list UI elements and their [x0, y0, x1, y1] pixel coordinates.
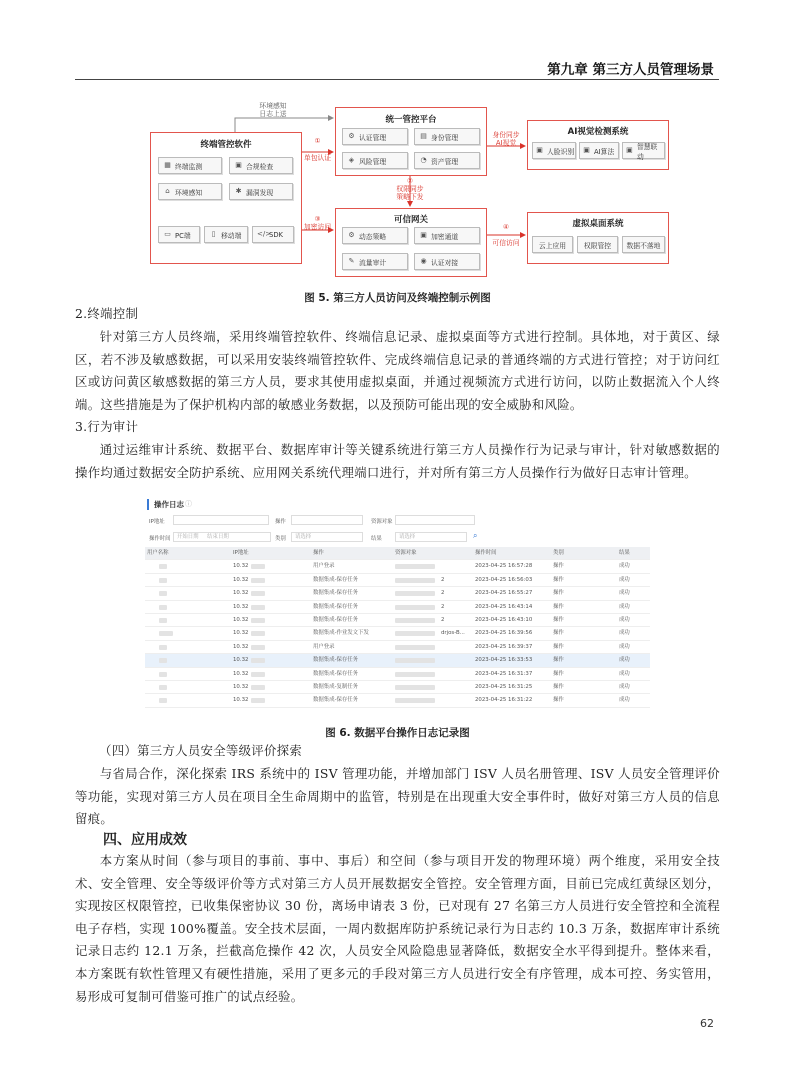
column-header: 操作 [313, 550, 324, 556]
cell-op: 数据集成-保存任务 [313, 603, 359, 610]
result-select[interactable]: 请选择 [395, 532, 467, 542]
gateway-feature: ◉ 认证对接 [414, 253, 480, 270]
redacted-ip [251, 631, 265, 636]
redacted-user [159, 605, 167, 610]
table-row [145, 641, 650, 654]
cell-type: 操作 [553, 684, 564, 690]
cell-op: 数据集成-保存任务 [313, 617, 359, 623]
platform-item: ▭ PC端 [158, 226, 200, 243]
object-label: 资源对象 [371, 519, 393, 525]
column-header: 操作时间 [475, 550, 497, 556]
cell-ip: 10.32 [233, 657, 249, 664]
type-select[interactable]: 请选择 [291, 532, 363, 542]
redacted-object [395, 685, 435, 690]
cell-type: 操作 [553, 603, 564, 610]
cell-type: 操作 [553, 630, 564, 637]
redacted-ip [251, 605, 265, 610]
cell-obj: 2 [441, 603, 445, 610]
cell-type: 操作 [553, 563, 564, 570]
cell-op: 数据集成-保存任务 [313, 697, 359, 704]
chapter-title: 第九章 第三方人员管理场景 [547, 62, 714, 78]
vdesk-feature: 权限管控 [577, 236, 618, 253]
redacted-object [395, 645, 435, 650]
redacted-ip [251, 564, 265, 569]
cell-ip: 10.32 [233, 670, 249, 677]
code-icon: </> [257, 230, 272, 238]
terminal-item: ✱ 漏洞发现 [229, 183, 293, 200]
redacted-user [159, 578, 167, 583]
cell-ip: 10.32 [233, 590, 249, 597]
platform-item: ▯ 移动端 [204, 226, 248, 243]
column-header: IP地址 [233, 550, 249, 556]
platform-feature: ▤ 身份管理 [414, 128, 480, 145]
cell-ip: 10.32 [233, 630, 249, 637]
gateway-feature: ✎ 流量审计 [342, 253, 408, 270]
gateway-feature: ▣ 加密通道 [414, 227, 480, 244]
redacted-user [159, 564, 167, 569]
cell-obj: 2 [441, 576, 445, 583]
cell-obj: drjos-B... [441, 630, 465, 637]
redacted-user [159, 631, 173, 636]
cell-type: 操作 [553, 576, 564, 583]
section-heading: 四、应用成效 [103, 832, 187, 848]
cell-ip: 10.32 [233, 617, 249, 623]
figure-6-caption: 图 6. 数据平台操作日志记录图 [325, 727, 470, 739]
virtual-desktop-box [527, 212, 669, 264]
monitor-icon: ▦ [164, 161, 171, 169]
redacted-ip [251, 645, 265, 650]
table-row [145, 614, 650, 627]
cell-ip: 10.32 [233, 603, 249, 610]
table-row [145, 627, 650, 640]
cell-op: 数据集成-保存任务 [313, 657, 359, 664]
column-header: 资源对象 [395, 550, 417, 556]
redacted-object [395, 658, 435, 663]
time-label: 操作时间 [149, 536, 171, 542]
paragraph: 针对第三方人员终端，采用终端管控软件、终端信息记录、虚拟桌面等方式进行控制。具体地，对于黄区、绿区，若不涉及敏感数据，可以采用安装终端管控软件、完成终端信息记录的普通终端的方式进行管控；对于访问红区或访问黄区敏感数据的第三方人员，要求其使用虚拟桌面，并通过视频流方式进行访问，以防止数据流入个人终端。这些措施是为了保护机构内部的敏感业务数据，以及预防可能出现的安全威胁和风险。 [75, 329, 720, 412]
redacted-object [395, 591, 435, 596]
step-4-label: ④ [502, 223, 510, 231]
cell-op: 数据集成-保存任务 [313, 576, 359, 583]
cell-op: 数据集成-保存任务 [313, 590, 359, 597]
terminal-item: ⌂ 环境感知 [158, 183, 222, 200]
id-sync-label: 身份同步 AI视觉 [492, 131, 520, 147]
cell-obj: 2 [441, 590, 445, 597]
log-title: 操作日志 [147, 499, 184, 510]
cell-time: 2023-04-25 16:43:14 [475, 603, 533, 610]
cell-result: 成功 [619, 657, 630, 664]
platform-feature: ◔ 资产管理 [414, 152, 480, 169]
redacted-user [159, 658, 167, 663]
cell-op: 用户登录 [313, 643, 335, 650]
cell-time: 2023-04-25 16:31:37 [475, 670, 533, 677]
algorithm-icon: ▣ [583, 146, 590, 154]
cell-time: 2023-04-25 16:56:03 [475, 576, 533, 583]
figure-5-caption: 图 5. 第三方人员访问及终端控制示例图 [304, 292, 491, 304]
asset-icon: ◔ [420, 156, 427, 164]
terminal-title: 终端管控软件 [200, 140, 252, 150]
column-header: 结果 [619, 550, 630, 556]
op-input[interactable] [291, 515, 363, 525]
gateway-title: 可信网关 [393, 215, 428, 225]
cell-type: 操作 [553, 697, 564, 704]
cell-result: 成功 [619, 563, 630, 570]
shield-icon: ◈ [348, 156, 355, 164]
object-input[interactable] [395, 515, 475, 525]
sso-label: 单包认证 [303, 154, 332, 162]
pc-icon: ▭ [164, 230, 171, 238]
cell-result: 成功 [619, 697, 630, 704]
cell-time: 2023-04-25 16:31:22 [475, 697, 533, 704]
redacted-user [159, 618, 167, 623]
column-header: 用户名称 [147, 550, 169, 556]
audit-icon: ✎ [348, 257, 355, 265]
redacted-object [395, 564, 435, 569]
id-card-icon: ▤ [420, 132, 427, 140]
ai-vision-box [527, 120, 669, 170]
cell-time: 2023-04-25 16:43:10 [475, 617, 533, 623]
table-row [145, 668, 650, 681]
platform-title: 统一管控平台 [385, 115, 437, 125]
cell-result: 成功 [619, 617, 630, 623]
vdesk-feature: 云上应用 [532, 236, 573, 253]
figure-6-screenshot [145, 495, 650, 717]
cell-obj: 2 [441, 617, 445, 623]
cell-time: 2023-04-25 16:39:56 [475, 630, 533, 637]
cell-result: 成功 [619, 576, 630, 583]
help-icon: ⓘ [185, 500, 192, 508]
link-icon: ◉ [420, 257, 427, 265]
cell-result: 成功 [619, 643, 630, 650]
cell-op: 用户登录 [313, 563, 335, 570]
table-row [145, 587, 650, 600]
column-header: 类别 [553, 550, 564, 556]
env-log-label: 环境感知 日志上送 [259, 102, 287, 118]
gateway-feature: ⚙ 动态策略 [342, 227, 408, 244]
table-row [145, 681, 650, 694]
cell-time: 2023-04-25 16:33:53 [475, 657, 533, 664]
policy-icon: ⚙ [348, 231, 355, 239]
face-icon: ▣ [536, 146, 543, 154]
step-2-label: ② [406, 177, 414, 185]
ip-input[interactable] [173, 515, 269, 525]
platform-feature: ⚙ 认证管理 [342, 128, 408, 145]
cell-result: 成功 [619, 630, 630, 637]
platform-feature: ◈ 风险管理 [342, 152, 408, 169]
cell-result: 成功 [619, 684, 630, 690]
cell-type: 操作 [553, 590, 564, 597]
redacted-ip [251, 658, 265, 663]
lock-icon: ▣ [420, 231, 427, 239]
section-heading: 2.终端控制 [75, 306, 139, 321]
terminal-item: ▦ 终端监测 [158, 157, 222, 174]
cell-type: 操作 [553, 643, 564, 650]
section-heading: 3.行为审计 [75, 419, 139, 434]
table-row [145, 654, 650, 667]
cell-type: 操作 [553, 617, 564, 623]
paragraph: 通过运维审计系统、数据平台、数据库审计等关键系统进行第三方人员操作行为记录与审计，针对敏感数据的操作均通过数据安全防护系统、应用网关系统代理端口进行，并对所有第三方人员操作行为做好日志审计管理。 [75, 442, 720, 480]
cell-ip: 10.32 [233, 684, 249, 690]
link-icon: ▣ [626, 146, 633, 154]
table-row [145, 694, 650, 707]
gateway-box [335, 208, 487, 277]
redacted-user [159, 685, 167, 690]
check-icon: ▣ [235, 161, 242, 169]
cell-time: 2023-04-25 16:39:37 [475, 643, 533, 650]
ai-feature: ▣ AI算法 [579, 142, 619, 159]
ai-title: AI视觉检测系统 [567, 127, 629, 137]
cell-result: 成功 [619, 603, 630, 610]
cell-op: 数据集成-复制任务 [313, 684, 359, 690]
step-3-label: ③ [314, 215, 321, 223]
cell-time: 2023-04-25 16:31:25 [475, 684, 533, 690]
redacted-ip [251, 591, 265, 596]
platform-box [335, 107, 487, 176]
cell-ip: 10.32 [233, 576, 249, 583]
cell-time: 2023-04-25 16:57:28 [475, 563, 533, 570]
vdesk-feature: 数据不落地 [622, 236, 665, 253]
table-row [145, 560, 650, 573]
cell-type: 操作 [553, 670, 564, 677]
cell-result: 成功 [619, 670, 630, 677]
figure-5-diagram [150, 102, 670, 282]
vdesk-title: 虚拟桌面系统 [572, 219, 624, 229]
ai-feature: ▣ 人脸识别 [532, 142, 576, 159]
op-label: 操作 [275, 519, 286, 525]
redacted-object [395, 618, 435, 623]
redacted-object [395, 605, 435, 610]
mobile-icon: ▯ [211, 230, 216, 238]
redacted-object [395, 631, 435, 636]
cell-time: 2023-04-25 16:55:27 [475, 590, 533, 597]
table-row [145, 574, 650, 587]
redacted-object [395, 578, 435, 583]
terminal-software-box [150, 132, 302, 264]
redacted-ip [251, 578, 265, 583]
table-header [145, 547, 650, 560]
search-icon[interactable]: ⌕ [473, 531, 478, 540]
cell-ip: 10.32 [233, 563, 249, 570]
redacted-user [159, 672, 167, 677]
cell-ip: 10.32 [233, 643, 249, 650]
encrypted-access-label: 加密访问 [303, 223, 332, 231]
cell-op: 数据集成-作业发文下发 [313, 630, 369, 637]
ip-label: IP地址 [149, 519, 165, 525]
gear-icon: ⚙ [348, 132, 355, 140]
date-range-input[interactable]: 开始日期 结束日期 [173, 532, 271, 542]
paragraph: 本方案从时间（参与项目的事前、事中、事后）和空间（参与项目开发的物理环境）两个维度，采用安全技术、安全管理、安全等级评价等方式对第三方人员开展数据安全管控。安全管理方面，目前已完成红黄绿区划分，实现按区权限管控，已收集保密协议 30 份，离场申请表 3 份，已对现有 27 名第三方人员进行安全管控和全流程电子存档，实现 100%覆盖。安全技术层面，一周内数据库防护系统记录行为日志约 10.3 万条，数据库审计系统记录日志约 12.1 万条，拦截高危操作 42 次，人员安全风险隐患显著降低，数据安全水平得到提升。整体来看，本方案既有软性管理又有硬性措施，采用了更多元的手段对第三方人员进行安全有序管理，成本可控、务实管用，易形成可复制可借鉴可推广的试点经验。 [75, 853, 720, 1004]
platform-item: </> SDK [252, 226, 294, 243]
perm-sync-label: 权限同步 策略下发 [396, 185, 424, 201]
terminal-item: ▣ 合规检查 [229, 157, 293, 174]
sense-icon: ⌂ [165, 187, 170, 195]
cell-op: 数据集成-保存任务 [313, 670, 359, 677]
redacted-ip [251, 685, 265, 690]
ai-feature: ▣ 智慧联动 [622, 142, 665, 159]
cell-ip: 10.32 [233, 697, 249, 704]
page-number: 62 [700, 1017, 714, 1030]
result-label: 结果 [371, 536, 382, 542]
redacted-user [159, 698, 167, 703]
redacted-object [395, 672, 435, 677]
type-label: 类别 [275, 536, 286, 542]
redacted-ip [251, 618, 265, 623]
trusted-access-label: 可信访问 [492, 239, 520, 247]
redacted-ip [251, 698, 265, 703]
cell-result: 成功 [619, 590, 630, 597]
table-row [145, 601, 650, 614]
paragraph: 与省局合作，深化探索 IRS 系统中的 ISV 管理功能，并增加部门 ISV 人员名册管理、ISV 人员安全管理评价等功能，实现对第三方人员在项目全生命周期中的监管，特别是在出现重大安全事件时，做好对第三方人员的信息留痕。 [75, 766, 720, 827]
cell-type: 操作 [553, 657, 564, 664]
redacted-object [395, 698, 435, 703]
redacted-user [159, 645, 167, 650]
bug-icon: ✱ [235, 187, 242, 195]
redacted-ip [251, 672, 265, 677]
header-rule [75, 79, 719, 80]
redacted-user [159, 591, 167, 596]
section-heading: （四）第三方人员安全等级评价探索 [99, 743, 303, 758]
step-1-label: ① [314, 137, 321, 145]
